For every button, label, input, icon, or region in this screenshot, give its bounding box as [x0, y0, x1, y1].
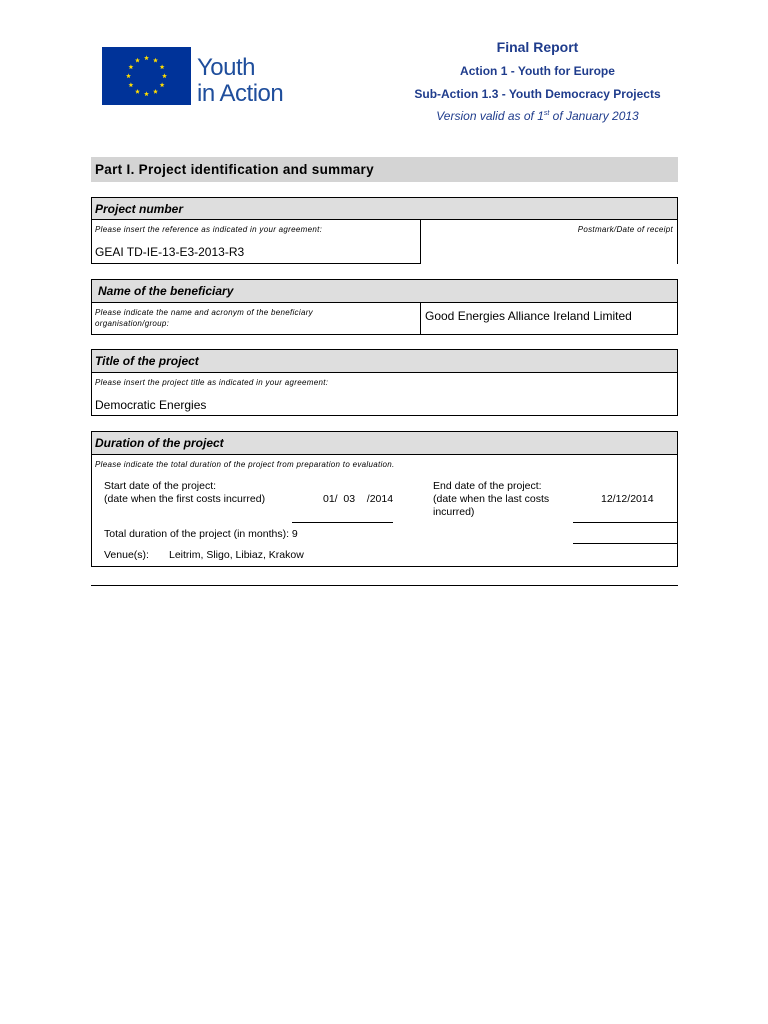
logo-line-1: Youth: [197, 54, 256, 81]
start-label-line1: Start date of the project:: [104, 480, 217, 492]
youth-in-action-logo: [102, 47, 307, 107]
end-date-label: [433, 480, 549, 519]
beneficiary-header: [92, 280, 677, 303]
version-prefix: Version valid as of 1: [436, 109, 544, 123]
venue-label: Venue(s):: [104, 549, 149, 561]
project-number-value: GEAI TD-IE-13-E3-2013-R3: [95, 245, 245, 259]
beneficiary-section: [91, 279, 678, 335]
title-heading: Title of the project: [95, 354, 199, 368]
end-label-line1: End date of the project:: [433, 480, 542, 492]
project-number-heading: Project number: [95, 202, 184, 216]
start-date-label: [104, 480, 265, 506]
part-heading: [91, 157, 678, 182]
divider: [420, 220, 421, 264]
start-date-value: 01/ 03 /2014: [323, 493, 394, 505]
beneficiary-instruction-line2: organisation/group:: [95, 319, 170, 328]
part-title: Part I. Project identification and summary: [95, 162, 374, 177]
start-label-line2: (date when the first costs incurred): [104, 493, 266, 505]
logo-wordmark: [197, 55, 283, 107]
bottom-separator: [91, 585, 678, 586]
total-duration: Total duration of the project (in months): 9: [104, 528, 298, 540]
end-label-line2: (date when the last costs: [433, 493, 550, 505]
divider: [420, 303, 421, 334]
venue-value: Leitrim, Sligo, Libiaz, Krakow: [169, 549, 304, 561]
project-number-instruction: Please insert the reference as indicated in your agreement:: [95, 225, 323, 234]
beneficiary-instruction-line1: Please indicate the name and acronym of the beneficiary: [95, 308, 313, 317]
end-label-line3: incurred): [433, 506, 475, 518]
version-suffix: of January 2013: [549, 109, 639, 123]
logo-line-2: in Action: [197, 80, 284, 107]
project-number-header: [92, 198, 677, 220]
version-sup: st: [543, 110, 550, 117]
postmark-label: Postmark/Date of receipt: [577, 225, 673, 234]
version-label: [395, 109, 680, 123]
end-date-value: 12/12/2014: [601, 493, 654, 505]
report-title: Final Report: [496, 39, 579, 55]
end-date-underline: [573, 522, 677, 523]
total-underline: [573, 543, 677, 544]
start-date-underline: [292, 522, 393, 523]
project-number-section: [91, 197, 678, 264]
duration-heading: Duration of the project: [95, 436, 224, 450]
beneficiary-heading: Name of the beneficiary: [98, 284, 234, 298]
duration-instruction: Please indicate the total duration of the project from preparation to evaluation.: [95, 460, 395, 469]
duration-section: [91, 431, 678, 567]
title-section: [91, 349, 678, 416]
duration-header: [92, 432, 677, 455]
divider: [92, 263, 421, 264]
action-label: Action 1 - Youth for Europe: [460, 64, 615, 78]
eu-flag-icon: [102, 47, 191, 105]
title-value: Democratic Energies: [95, 398, 207, 412]
title-instruction: Please insert the project title as indicated in your agreement:: [95, 378, 329, 387]
sub-action-label: Sub-Action 1.3 - Youth Democracy Projects: [414, 87, 661, 101]
title-header: [92, 350, 677, 373]
beneficiary-value: Good Energies Alliance Ireland Limited: [425, 309, 632, 323]
